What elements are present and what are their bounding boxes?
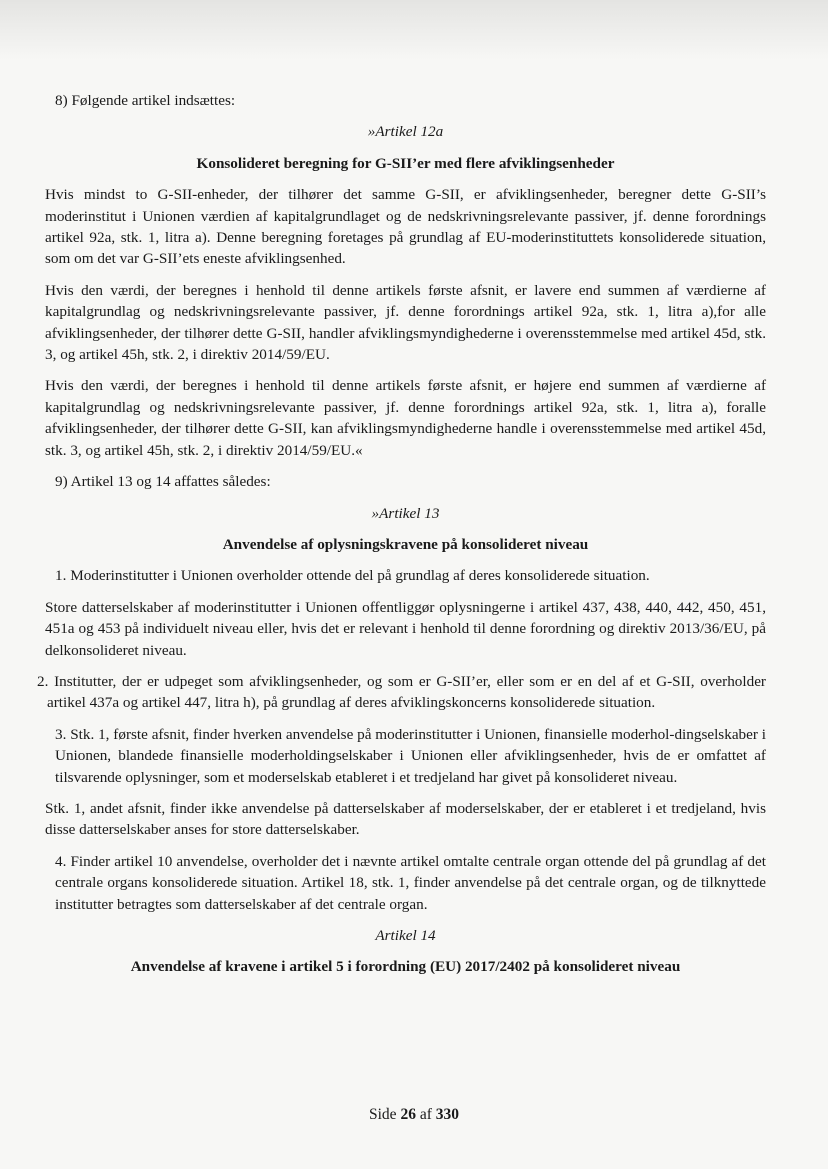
- article-13-stk-1-subparagraph: Store datterselskaber af moderinstitutter i Unionen offentliggør oplysningerne i artikel 437, 438, 440, 442, 450, 451, 451a og 453 på individuelt niveau eller, hvis det er relevant i henhold til denne forordning og direktiv 2013/36/EU, på delkonsolideret niveau.: [45, 598, 766, 659]
- article-12a-paragraph-2: Hvis den værdi, der beregnes i henhold til denne artikels første afsnit, er lavere end summen af værdierne af kapitalgrundlag og nedskrivningsrelevante passiver, jf. denne forordnings artikel 92a, stk. 1, litra a),for alle afviklingsenheder, der tilhører dette G-SII, handler afviklingsmyndighederne i overensstemmelse med artikel 45d, stk. 3, og artikel 45h, stk. 2, i direktiv 2014/59/EU.: [45, 281, 766, 364]
- footer-total-pages: 330: [435, 1106, 459, 1123]
- article-13-stk-3: 3. Stk. 1, første afsnit, finder hverken anvendelse på moderinstitutter i Unionen, finansielle moderhol-dingselskaber i Unionen, blandede finansielle moderholdingselskaber i Unionen eller afviklingsenheder, hvis de er omfattet af tilsvarende oplysninger, som et moderselskab etableret i et tredjeland har givet på konsolideret niveau.: [55, 725, 766, 786]
- scan-shadow: [0, 0, 828, 60]
- article-13-stk-2: 2. Institutter, der er udpeget som afviklingsenheder, og som er G-SII’er, eller som er en del af et G-SII, overholder artikel 437a og artikel 447, litra h), på grundlag af deres afviklingskoncerns konsoliderede situation.: [37, 672, 766, 712]
- footer-middle: af: [419, 1106, 432, 1123]
- article-13-stk-1: 1. Moderinstitutter i Unionen overholder ottende del på grundlag af deres konsoliderede situation.: [55, 567, 650, 585]
- article-13-title: Anvendelse af oplysningskravene på konsolideret niveau: [222, 535, 589, 553]
- page-footer: [0, 1106, 828, 1124]
- article-14-title: Anvendelse af kravene i artikel 5 i forordning (EU) 2017/2402 på konsolideret niveau: [130, 958, 681, 976]
- article-14-label: Artikel 14: [375, 927, 436, 944]
- item-8-intro: 8) Følgende artikel indsættes:: [55, 92, 236, 109]
- article-12a-label: »Artikel 12a: [367, 123, 444, 141]
- article-12a-title: Konsolideret beregning for G-SII’er med flere afviklingsenheder: [196, 154, 615, 172]
- article-12a-paragraph-3: Hvis den værdi, der beregnes i henhold til denne artikels første afsnit, er højere end summen af værdierne af kapitalgrundlag og nedskrivningsrelevante passiver, jf. denne forordnings artikel 92a, stk. 1, litra a), foralle afviklingsenheder, der tilhører dette G-SII, kan afviklingsmyndighederne handle i overensstemmelse med artikel 45d, stk. 3, og artikel 45h, stk. 2, i direktiv 2014/59/EU.«: [45, 377, 766, 459]
- article-12a-paragraph-1: Hvis mindst to G-SII-enheder, der tilhører det samme G-SII, er afviklingsenheder, beregner dette G-SII’s moderinstitut i Unionen værdien af kapitalgrundlaget og de nedskrivningsrelevante passiver, jf. denne forordnings artikel 92a, stk. 1, litra a). Denne beregning foretages på grundlag af EU-moderinstituttets konsoliderede situation, som om det var G-SII’ets eneste afviklingsenhed.: [45, 186, 766, 268]
- article-13-stk-3-subparagraph: Stk. 1, andet afsnit, finder ikke anvendelse på datterselskaber af moderselskaber, der er etableret i et tredjeland, hvis disse datterselskaber anses for store datterselskaber.: [45, 799, 766, 839]
- item-9-intro: 9) Artikel 13 og 14 affattes således:: [55, 473, 271, 491]
- article-13-stk-4: 4. Finder artikel 10 anvendelse, overholder det i nævnte artikel omtalte centrale organ ottende del på grundlag af det centrale organs konsoliderede situation. Artikel 18, stk. 1, finder anvendelse på det centrale organ, og de tilknyttede institutter betragtes som datterselskaber af det centrale organ.: [55, 852, 766, 913]
- footer-page-number: 26: [400, 1106, 416, 1123]
- footer-prefix: Side: [369, 1106, 397, 1123]
- article-13-label: »Artikel 13: [371, 504, 440, 522]
- document-page: [37, 90, 766, 988]
